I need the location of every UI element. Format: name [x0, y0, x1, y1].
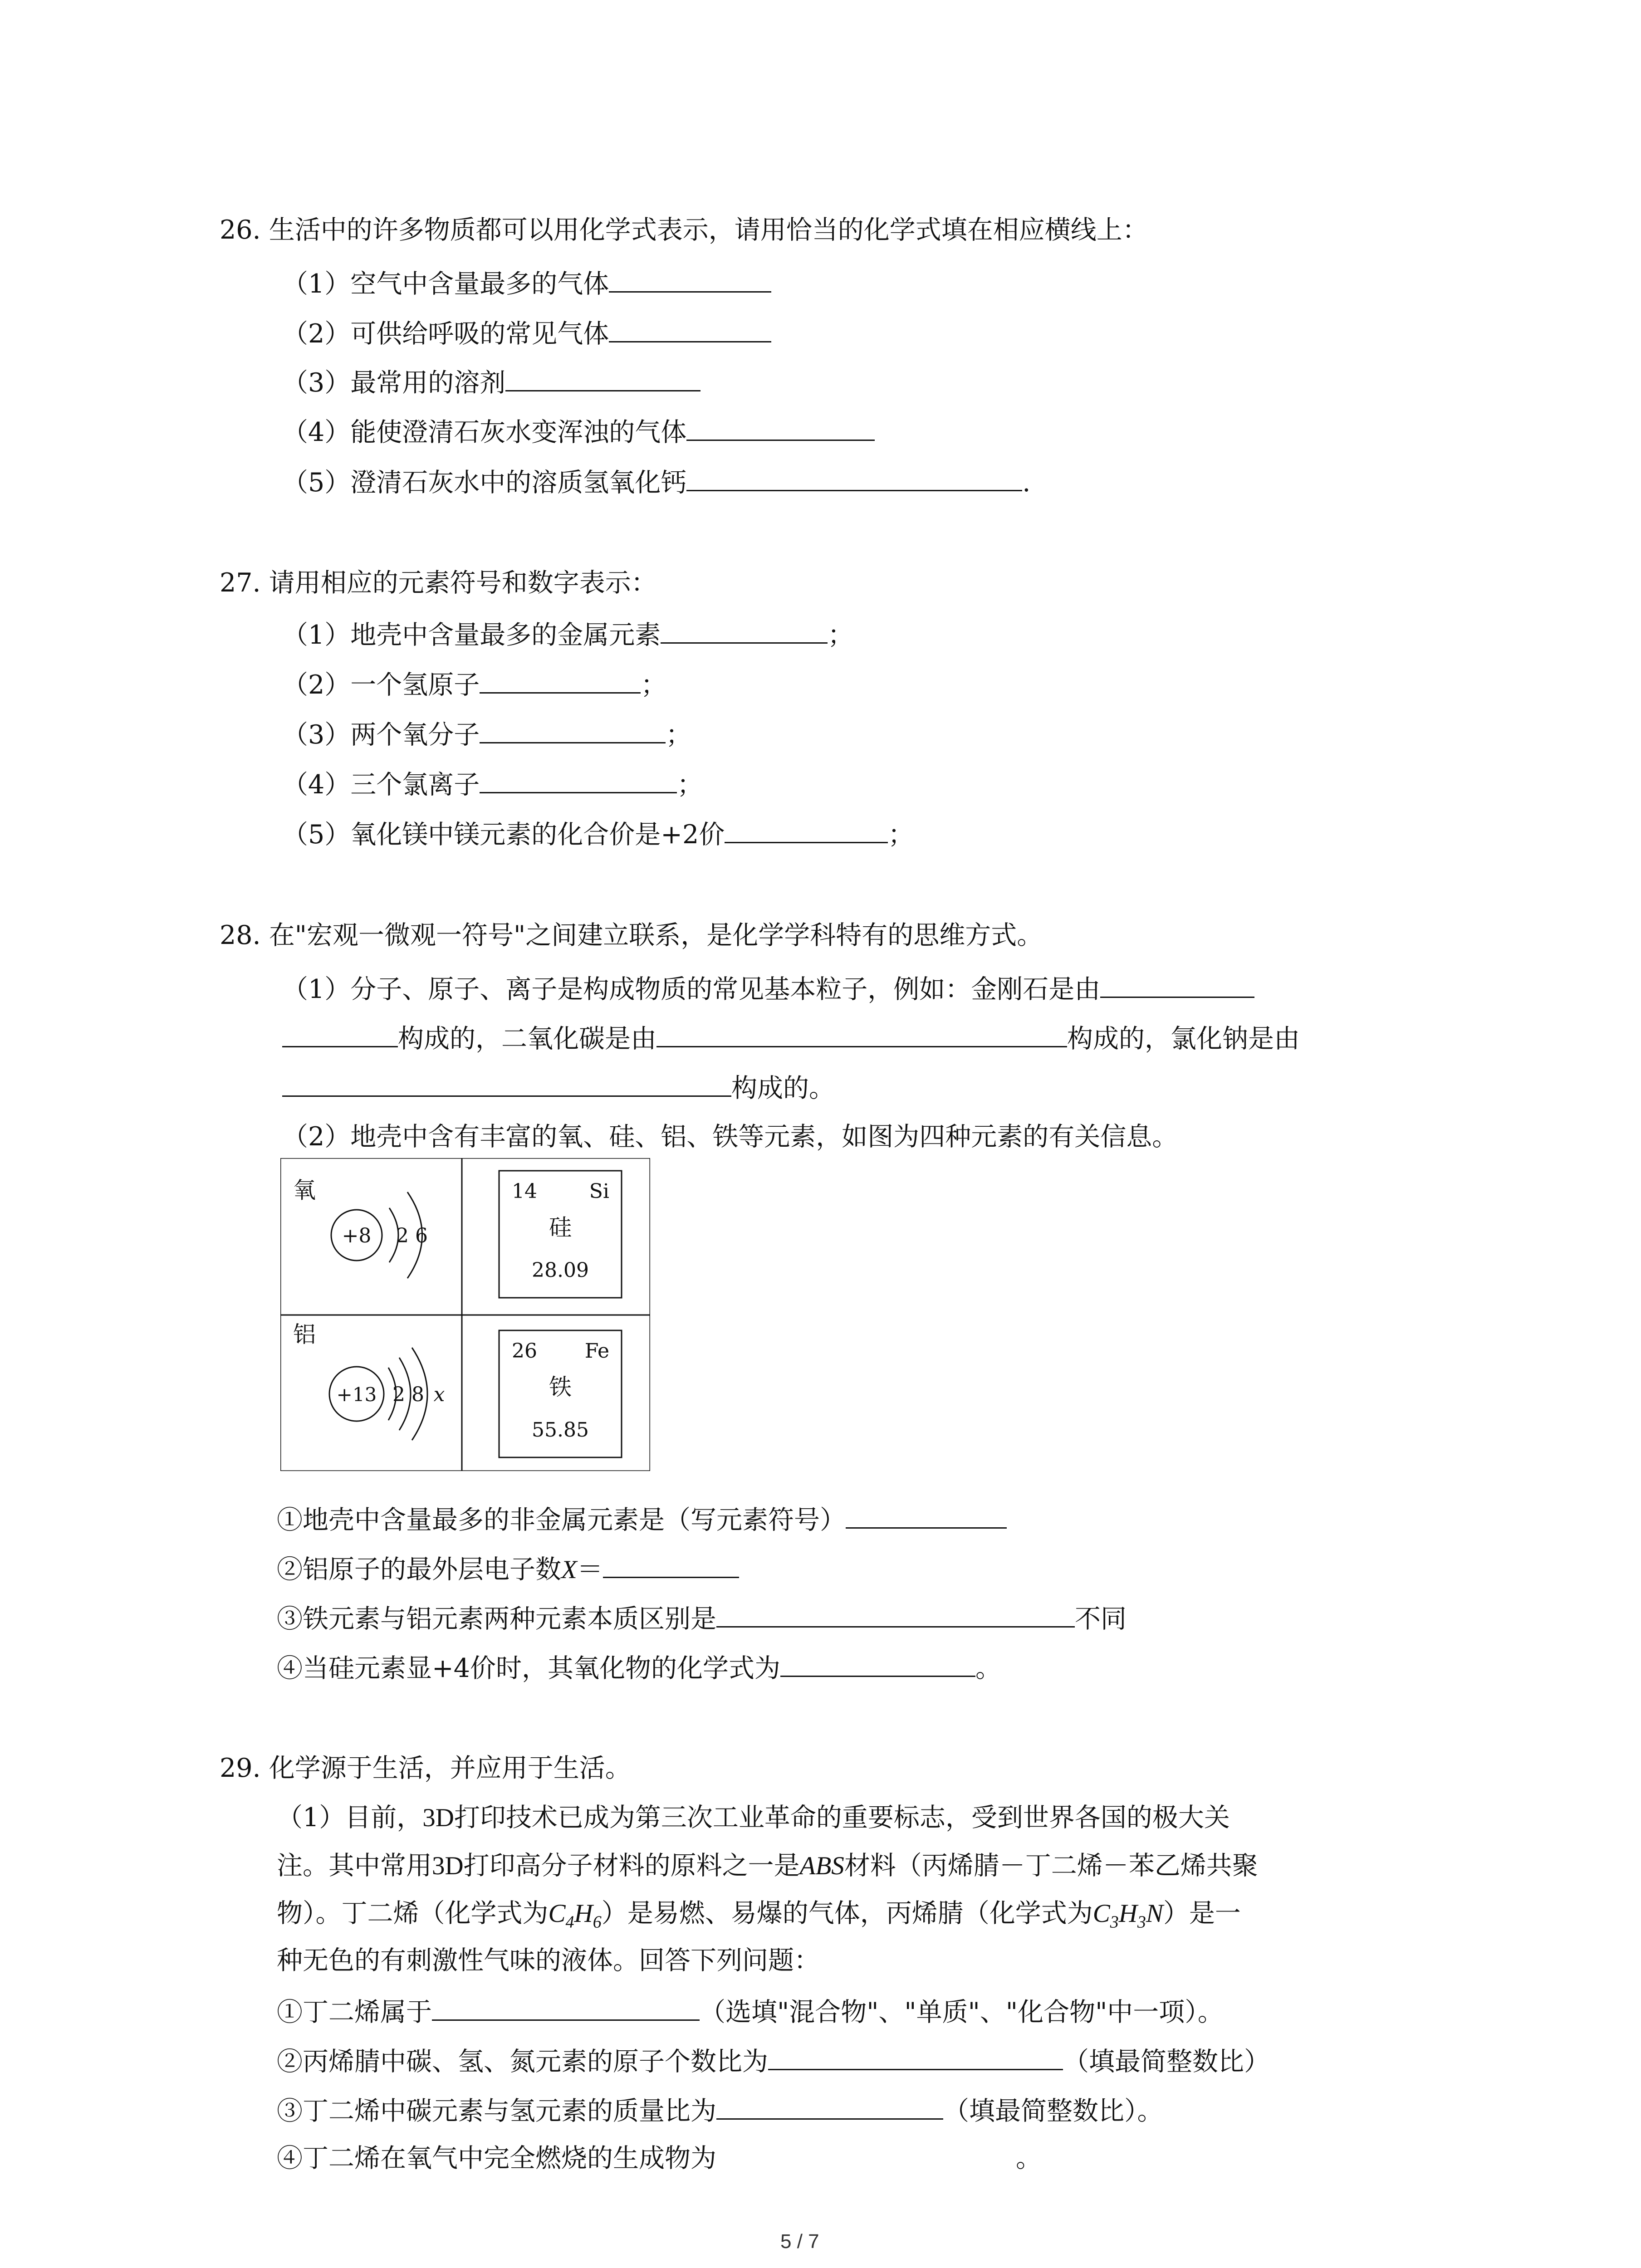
- answer-blank[interactable]: [768, 2045, 1063, 2070]
- aluminum-unknown-x: x: [433, 1383, 445, 1406]
- q28-sub-2: ②铝原子的最外层电子数X＝: [277, 1553, 739, 1584]
- answer-blank[interactable]: [603, 1553, 739, 1578]
- iron-symbol: Fe: [584, 1339, 609, 1363]
- oxygen-nucleus-charge: +8: [342, 1224, 372, 1247]
- butadiene-formula: $C_4H_6$: [548, 1899, 602, 1932]
- q27-item-4: （4）三个氯离子 ；: [282, 768, 703, 799]
- oxygen-atom-diagram: [293, 1177, 428, 1278]
- q26-item-1: （1）空气中含量最多的气体: [282, 268, 771, 298]
- answer-blank[interactable]: [480, 719, 666, 743]
- silicon-atomic-mass: 28.09: [532, 1259, 589, 1282]
- silicon-element-cell: [499, 1171, 622, 1298]
- q29-sub-1: ①丁二烯属于 （选填"混合物"、"单质"、"化合物"中一项）。: [277, 1996, 1224, 2027]
- q27-stem: 27. 请用相应的元素符号和数字表示：: [220, 568, 657, 598]
- q27-item-1: （1）地壳中含量最多的金属元素 ；: [282, 619, 853, 650]
- q26-item-2: （2）可供给呼吸的常见气体: [282, 318, 771, 348]
- acrylonitrile-formula: $C_3H_3N$: [1092, 1899, 1163, 1932]
- answer-blank[interactable]: [725, 818, 888, 843]
- answer-blank[interactable]: [1100, 973, 1254, 998]
- iron-element-cell: [499, 1330, 622, 1457]
- answer-blank[interactable]: [609, 318, 771, 342]
- answer-blank[interactable]: [656, 1022, 1067, 1047]
- iron-atomic-mass: 55.85: [532, 1418, 589, 1442]
- answer-blank[interactable]: [780, 1652, 975, 1677]
- q29-para-line3: 物）。丁二烯（化学式为$C_4H_6$）是易燃、易爆的气体，丙烯腈（化学式为$C_3H_3N$）是一: [277, 1898, 1241, 1932]
- answer-blank[interactable]: [505, 367, 700, 391]
- page-number: 5 / 7: [780, 2230, 819, 2253]
- silicon-atomic-number: 14: [512, 1180, 537, 1203]
- q26-item-5: （5）澄清石灰水中的溶质氢氧化钙 .: [282, 466, 1030, 497]
- iron-atomic-number: 26: [512, 1339, 537, 1363]
- answer-blank[interactable]: [716, 2095, 943, 2120]
- q28-stem: 28. 在"宏观一微观一符号"之间建立联系，是化学学科特有的思维方式。: [220, 920, 1043, 950]
- aluminum-atom-diagram: [293, 1321, 445, 1440]
- silicon-symbol: Si: [589, 1180, 609, 1203]
- q29-para-line4: 种无色的有刺激性气味的液体。回答下列问题：: [277, 1945, 820, 1975]
- answer-blank[interactable]: [480, 768, 677, 793]
- answer-blank[interactable]: [846, 1504, 1007, 1529]
- q29-para-line2: 注。其中常用3D打印高分子材料的原料之一是ABS材料（丙烯腈－丁二烯－苯乙烯共聚: [277, 1851, 1258, 1881]
- q28-p1-line3: 构成的。: [282, 1072, 835, 1103]
- q27-item-3: （3）两个氧分子 ；: [282, 719, 691, 749]
- q28-sub-3: ③铁元素与铝元素两种元素本质区别是 不同: [277, 1603, 1127, 1633]
- answer-blank[interactable]: [432, 1996, 700, 2021]
- answer-blank[interactable]: [480, 669, 641, 694]
- answer-blank[interactable]: [609, 268, 771, 293]
- q29-stem: 29. 化学源于生活，并应用于生活。: [220, 1753, 631, 1783]
- answer-blank[interactable]: [282, 1072, 731, 1097]
- q27-item-5: （5）氧化镁中镁元素的化合价是+2价 ；: [282, 818, 914, 849]
- q26-item-3: （3）最常用的溶剂: [282, 367, 700, 397]
- q27-item-2: （2）一个氢原子 ；: [282, 669, 666, 699]
- silicon-name: 硅: [549, 1214, 572, 1241]
- q28-p1-line2: 构成的，二氧化碳是由 构成的，氯化钠是由: [282, 1022, 1300, 1053]
- q28-sub-1: ①地壳中含量最多的非金属元素是（写元素符号）: [277, 1504, 1007, 1535]
- answer-blank[interactable]: [282, 1022, 398, 1047]
- aluminum-label: 铝: [293, 1321, 316, 1348]
- q29-para-line1: （1）目前，3D打印技术已成为第三次工业革命的重要标志，受到世界各国的极大关: [277, 1803, 1230, 1833]
- q29-sub-2: ②丙烯腈中碳、氢、氮元素的原子个数比为 （填最简整数比）: [277, 2045, 1270, 2076]
- q26-item-4: （4）能使澄清石灰水变浑浊的气体: [282, 416, 875, 447]
- q28-p2: （2）地壳中含有丰富的氧、硅、铝、铁等元素，如图为四种元素的有关信息。: [282, 1122, 1178, 1152]
- q26-stem: 26. 生活中的许多物质都可以用化学式表示，请用恰当的化学式填在相应横线上：: [220, 215, 1148, 245]
- oxygen-label: 氧: [293, 1177, 316, 1203]
- answer-blank[interactable]: [716, 1603, 1075, 1628]
- aluminum-electron-shells: 2 8: [392, 1383, 424, 1406]
- q28-sub-4: ④当硅元素显+4价时，其氧化物的化学式为 。: [277, 1652, 1001, 1683]
- element-info-figure: [280, 1158, 650, 1471]
- aluminum-nucleus-charge: +13: [336, 1383, 377, 1406]
- answer-blank[interactable]: [661, 619, 828, 644]
- q28-p1-line1: （1）分子、原子、离子是构成物质的常见基本粒子，例如：金刚石是由: [282, 973, 1254, 1004]
- oxygen-electron-shells: 2 6: [396, 1224, 428, 1247]
- answer-blank[interactable]: [686, 416, 875, 441]
- q29-sub-4: ④丁二烯在氧气中完全燃烧的生成物为 。: [277, 2143, 1042, 2173]
- answer-blank[interactable]: [686, 466, 1022, 491]
- q29-sub-3: ③丁二烯中碳元素与氢元素的质量比为 （填最简整数比）。: [277, 2095, 1163, 2126]
- iron-name: 铁: [549, 1374, 572, 1400]
